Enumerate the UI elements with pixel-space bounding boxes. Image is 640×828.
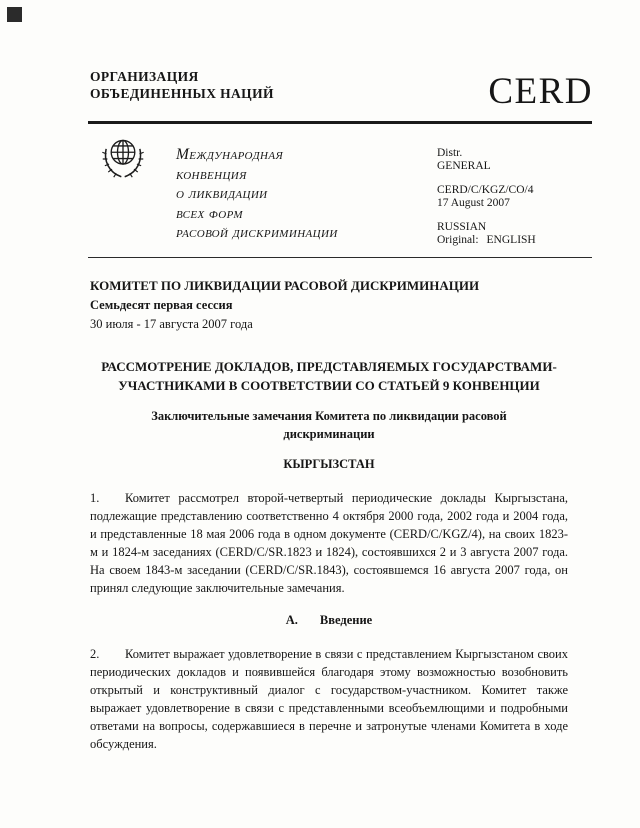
section-letter: A.: [285, 613, 298, 627]
paragraph-1: [90, 489, 568, 597]
convention-title-line: Международная: [176, 146, 284, 163]
distr-value: GENERAL: [437, 159, 491, 172]
paragraph-number: 2.: [90, 647, 100, 661]
scan-corner-mark: [7, 7, 22, 22]
section-heading-a: [90, 611, 568, 629]
paragraph-2: [90, 645, 568, 753]
doc-original: [437, 234, 536, 247]
session-dates: 30 июля - 17 августа 2007 года: [90, 317, 253, 331]
header-rule: [88, 121, 592, 124]
convention-title-line: расовой дискриминации: [176, 224, 338, 241]
convention-title-line: конвенция: [176, 165, 247, 183]
original-label: Original:: [437, 233, 479, 246]
convention-title: [176, 145, 338, 243]
org-title-line2: ОБЪЕДИНЕННЫХ НАЦИЙ: [90, 86, 274, 101]
document-body: [90, 278, 568, 753]
report-subtitle: Заключительные замечания Комитета по ликвидации расовой дискриминации: [151, 409, 507, 441]
org-title-line1: ОРГАНИЗАЦИЯ: [90, 69, 199, 84]
doc-series-code: CERD: [488, 71, 593, 112]
paragraph-text: Комитет рассмотрел второй-четвертый периодические доклады Кыргызстана, подлежащие представлению соответственно 4 октября 2000 года, 2002 года и 2004 года, и представленные 18 мая 2006 года в одном документе (CERD/C/KGZ/4), на своих 1823-м и 1824-м заседаниях (CERD/C/SR.1823 и 1824), состоявшихся 2 и 3 августа 2007 года. На своем 1843-м заседании (CERD/C/SR.1843), состоявшемся 16 августа 2007 года, он принял следующие заключительные замечания.: [90, 491, 568, 595]
section-title: Введение: [319, 613, 373, 627]
un-emblem-icon: [96, 132, 150, 186]
distribution-block: [437, 147, 536, 246]
country-name: КЫРГЫЗСТАН: [283, 457, 375, 471]
committee-name: КОМИТЕТ ПО ЛИКВИДАЦИИ РАСОВОЙ ДИСКРИМИНАЦИИ: [90, 278, 480, 293]
session-number: Семьдесят первая сессия: [90, 298, 233, 312]
report-title: РАССМОТРЕНИЕ ДОКЛАДОВ, ПРЕДСТАВЛЯЕМЫХ ГОСУДАРСТВАМИ-УЧАСТНИКАМИ В СООТВЕТСТВИИ СО СТАТЬЕЙ 9 КОНВЕНЦИИ: [101, 359, 557, 393]
original-value: ENGLISH: [486, 233, 536, 246]
convention-title-line: о ликвидации: [176, 185, 268, 202]
convention-title-line: всех форм: [176, 204, 243, 222]
paragraph-number: 1.: [90, 491, 100, 505]
masthead-rule: [88, 257, 592, 258]
doc-symbol: CERD/C/KGZ/CO/4: [437, 184, 534, 196]
distr-label: Distr.: [437, 147, 463, 159]
paragraph-text: Комитет выражает удовлетворение в связи с представлением Кыргызстаном своих периодических докладов и появившейся благодаря этому возможностью возобновить открытый и конструктивный диалог с государством-участником. Комитет также выражает удовлетворение в связи с представленными всеобъемлющими и подробными ответами на вопросы, содержавшиеся в перечне и затронутые членами Комитета в ходе обсуждения.: [90, 647, 568, 751]
org-title: [90, 68, 274, 102]
doc-date: 17 August 2007: [437, 196, 510, 209]
doc-language: RUSSIAN: [437, 221, 487, 233]
